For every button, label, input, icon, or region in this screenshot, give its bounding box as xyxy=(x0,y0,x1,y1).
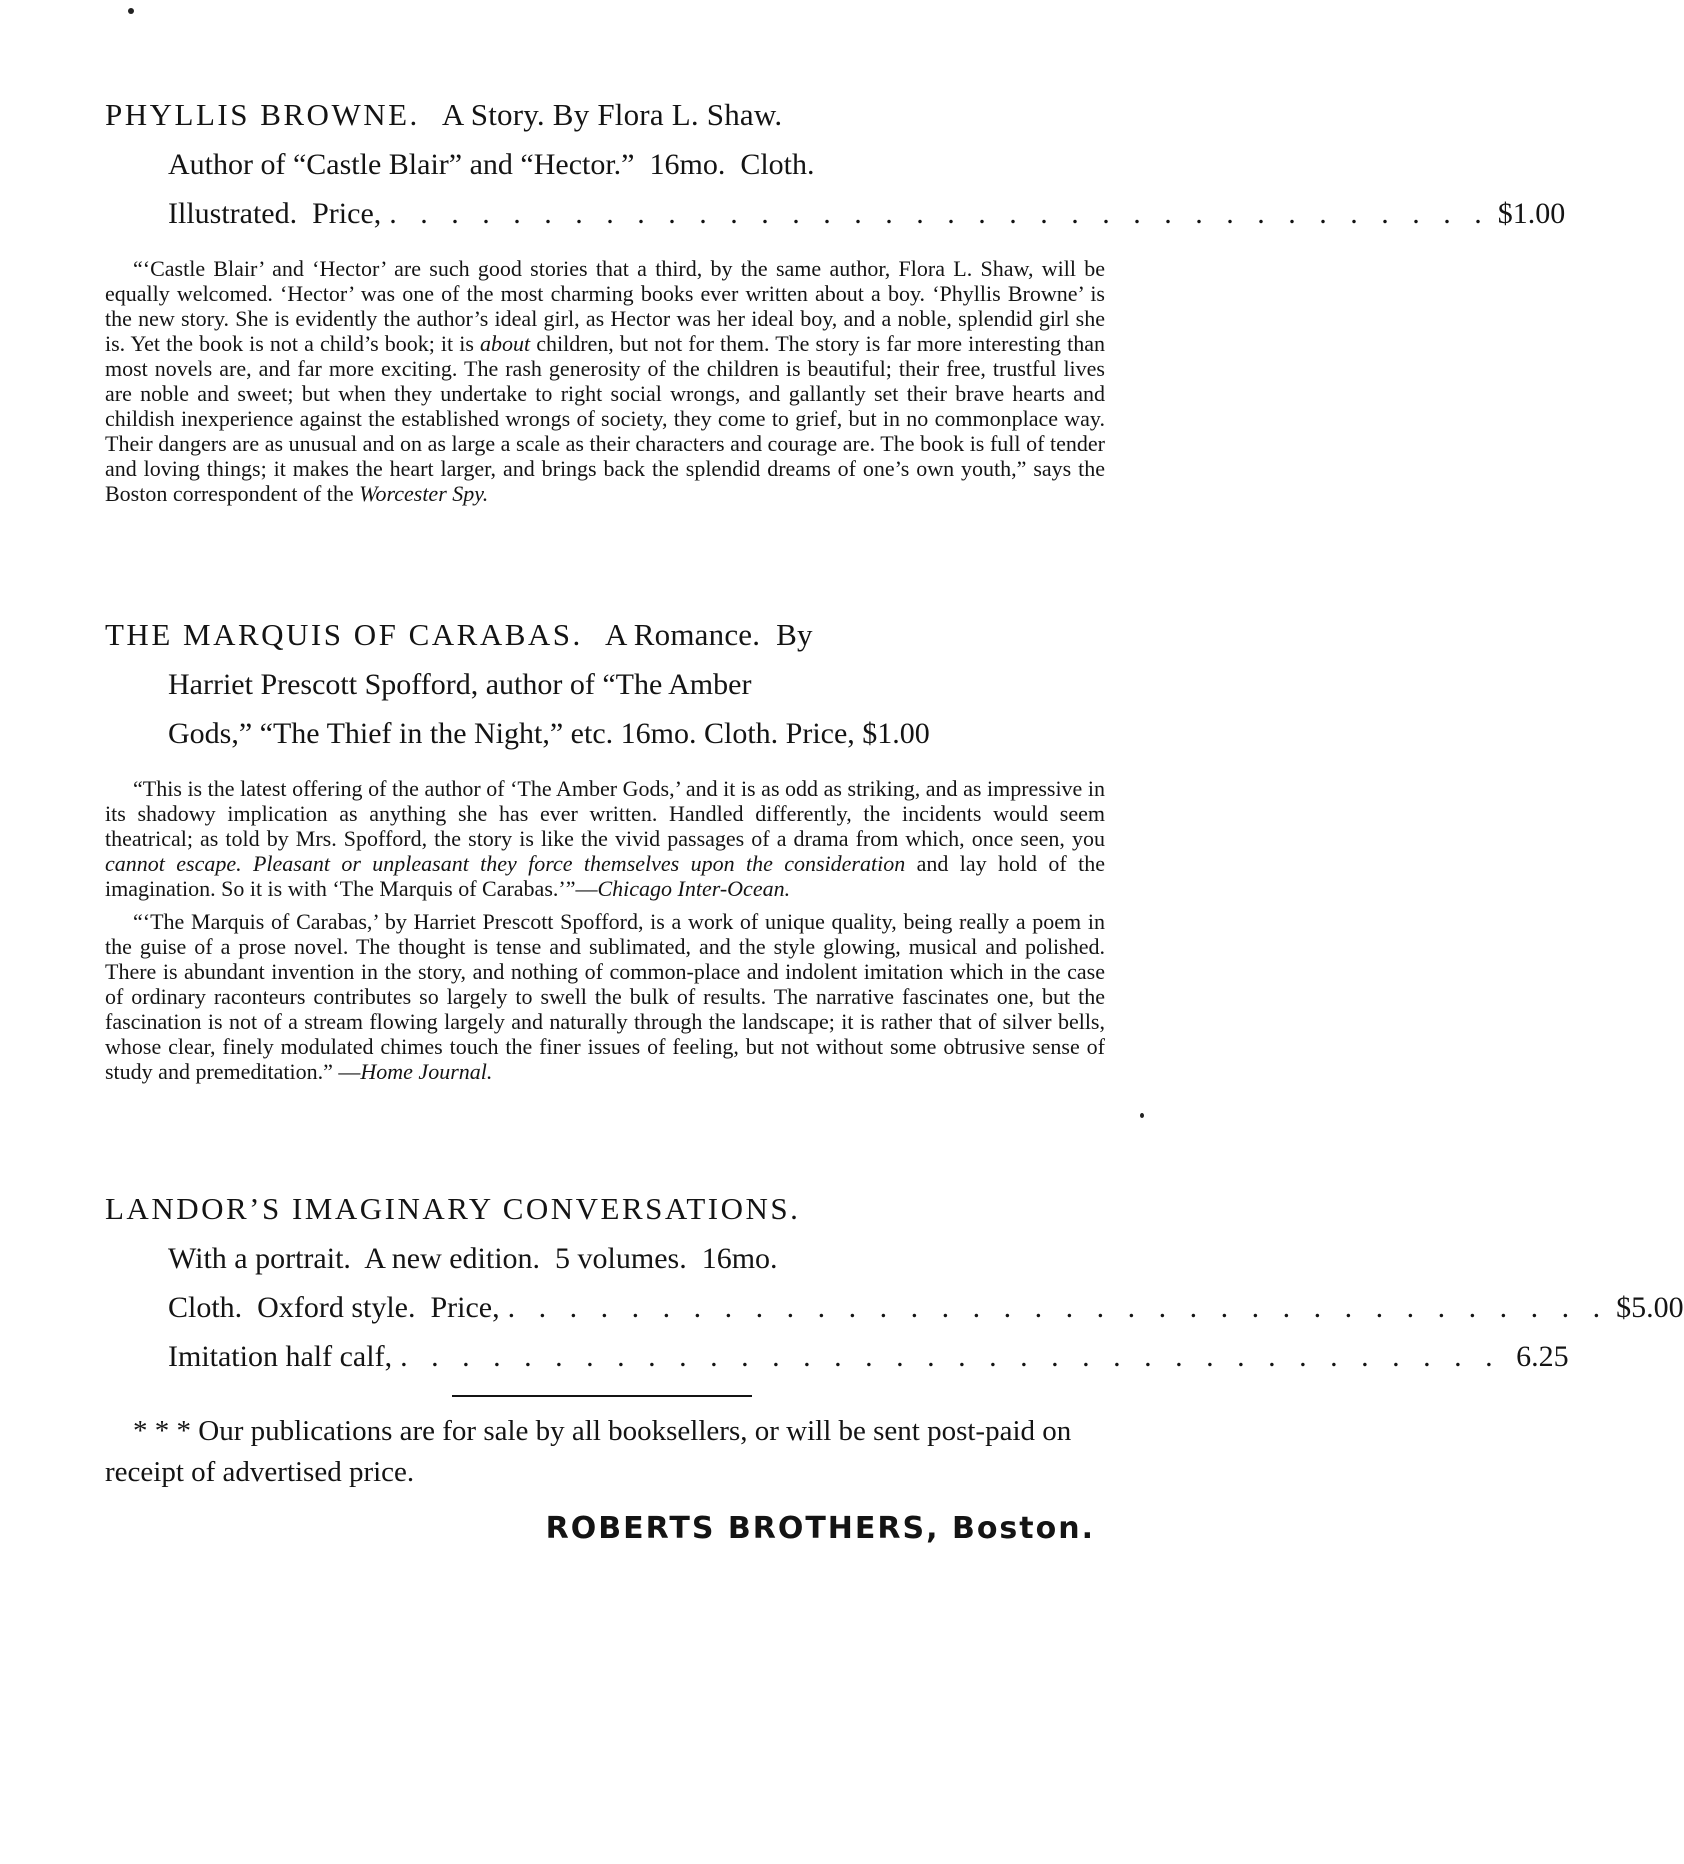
price-line xyxy=(105,189,1566,238)
advertisement-page xyxy=(105,90,1684,1546)
book-details: With a portrait. A new edition. 5 volumes. 16mo. xyxy=(168,1242,778,1275)
price-label: Illustrated. Price, xyxy=(168,197,382,230)
book-title: LANDOR’S IMAGINARY CONVERSATIONS. xyxy=(105,1191,801,1226)
price-value: 6.25 xyxy=(1516,1340,1569,1373)
price-line xyxy=(105,1332,1569,1381)
dot-leader: . . . . . . . . . . . . . . . . . . . . . . . . . . . . . . . . . . . . xyxy=(507,1291,1609,1324)
review-text: and lay hold of the imagination. So it is with ‘The Marquis of Carabas.’”— xyxy=(105,851,1105,901)
review-text: “‘The Marquis of Carabas,’ by Harriet Prescott Spofford, is a work of unique quality, being really a poem in the guise of a prose novel. The thought is tense and sublimated, and the style glowing, musical and polished. There is abundant invention in the story, and nothing of common-place and indolent imitation which in the case of ordinary raconteurs contributes so largely to swell the bulk of results. The narrative fascinates one, but the fascination is not of a stream flowing largely and naturally through the landscape; it is rather that of silver bells, whose clear, finely modulated chimes touch the finer issues of feeling, but not without some obtrusive sense of study and premeditation.” — xyxy=(105,909,1105,1084)
review-paragraph xyxy=(105,776,1105,901)
book-entry-phyllis-browne xyxy=(105,90,1566,506)
review-quote xyxy=(105,776,1105,1084)
price-line xyxy=(105,1283,1684,1332)
review-text: “‘Castle Blair’ and ‘Hector’ are such good stories that a third, by the same author, Flora L. Shaw, will be equally welcomed. ‘Hector’ was one of the most charming books ever written about a boy. ‘Phyllis Browne’ is the new story. She is evidently the author’s ideal girl, as Hector was her ideal boy, and a noble, splendid girl she is. Yet the book is not a child’s book; it is xyxy=(105,256,1105,356)
entry-title xyxy=(105,1184,1105,1234)
divider-rule xyxy=(452,1395,752,1397)
review-paragraph xyxy=(105,256,1105,506)
dot-leader: . . . . . . . . . . . . . . . . . . . . . . . . . . . . . . . . . . . . xyxy=(400,1340,1501,1373)
review-text: children, but not for them. The story is far more interesting than most novels are, and far more exciting. The rash generosity of the children is beautiful; their free, trustful lives are noble and sweet; but when they undertake to right social wrongs, and gallantly set their brave hearts and childish inexperience against the established wrongs of society, they come to grief, but in no commonplace way. Their dangers are as unusual and on as large a scale as their characters and courage are. The book is full of tender and loving things; it makes the heart larger, and brings back the splendid dreams of one’s own youth,” says the Boston correspondent of the xyxy=(105,331,1105,506)
book-details: Gods,” “The Thief in the Night,” etc. 16mo. Cloth. Price, $1.00 xyxy=(168,717,930,750)
ink-speck xyxy=(128,8,134,14)
sales-notice: * * * Our publications are for sale by all booksellers, or will be sent post-paid on receipt of advertised price. xyxy=(105,1415,1072,1488)
book-details: Author of “Castle Blair” and “Hector.” 16mo. Cloth. xyxy=(168,148,815,181)
book-details: Harriet Prescott Spofford, author of “The Amber xyxy=(168,668,752,701)
entry-title xyxy=(105,610,1105,660)
ink-speck xyxy=(1140,1113,1144,1118)
review-source: Chicago Inter-Ocean. xyxy=(597,876,791,901)
dot-leader: . . . . . . . . . . . . . . . . . . . . . . . . . . . . . . . . . . . . xyxy=(389,197,1490,230)
book-entry-landor xyxy=(105,1184,1684,1381)
review-emphasis: cannot escape. Pleasant or unpleasant they force themselves upon the consideration xyxy=(105,851,906,876)
publisher-imprint: ROBERTS BROTHERS, Boston. xyxy=(545,1511,1095,1546)
review-paragraph xyxy=(105,909,1105,1084)
price-value: $5.00 xyxy=(1616,1291,1684,1324)
book-title: PHYLLIS BROWNE. xyxy=(105,97,420,132)
price-label: Cloth. Oxford style. Price, xyxy=(168,1291,500,1324)
entry-title xyxy=(105,90,1105,140)
review-emphasis: about xyxy=(480,331,531,356)
price-label: Imitation half calf, xyxy=(168,1340,393,1373)
book-title: THE MARQUIS OF CARABAS. xyxy=(105,617,583,652)
book-subtitle-author: A Story. By Flora L. Shaw. xyxy=(441,97,783,132)
book-entry-marquis-of-carabas xyxy=(105,610,1105,1084)
review-source: Home Journal. xyxy=(360,1059,493,1084)
book-subtitle-author: A Romance. By xyxy=(604,617,813,652)
review-quote xyxy=(105,256,1105,506)
price-value: $1.00 xyxy=(1497,197,1566,230)
review-source: Worcester Spy. xyxy=(359,481,489,506)
review-text: “This is the latest offering of the author of ‘The Amber Gods,’ and it is as odd as striking, and as impressive in its shadowy implication as anything she has ever written. Handled differently, the incidents would seem theatrical; as told by Mrs. Spofford, the story is like the vivid passages of a drama from which, once seen, you xyxy=(105,776,1105,851)
